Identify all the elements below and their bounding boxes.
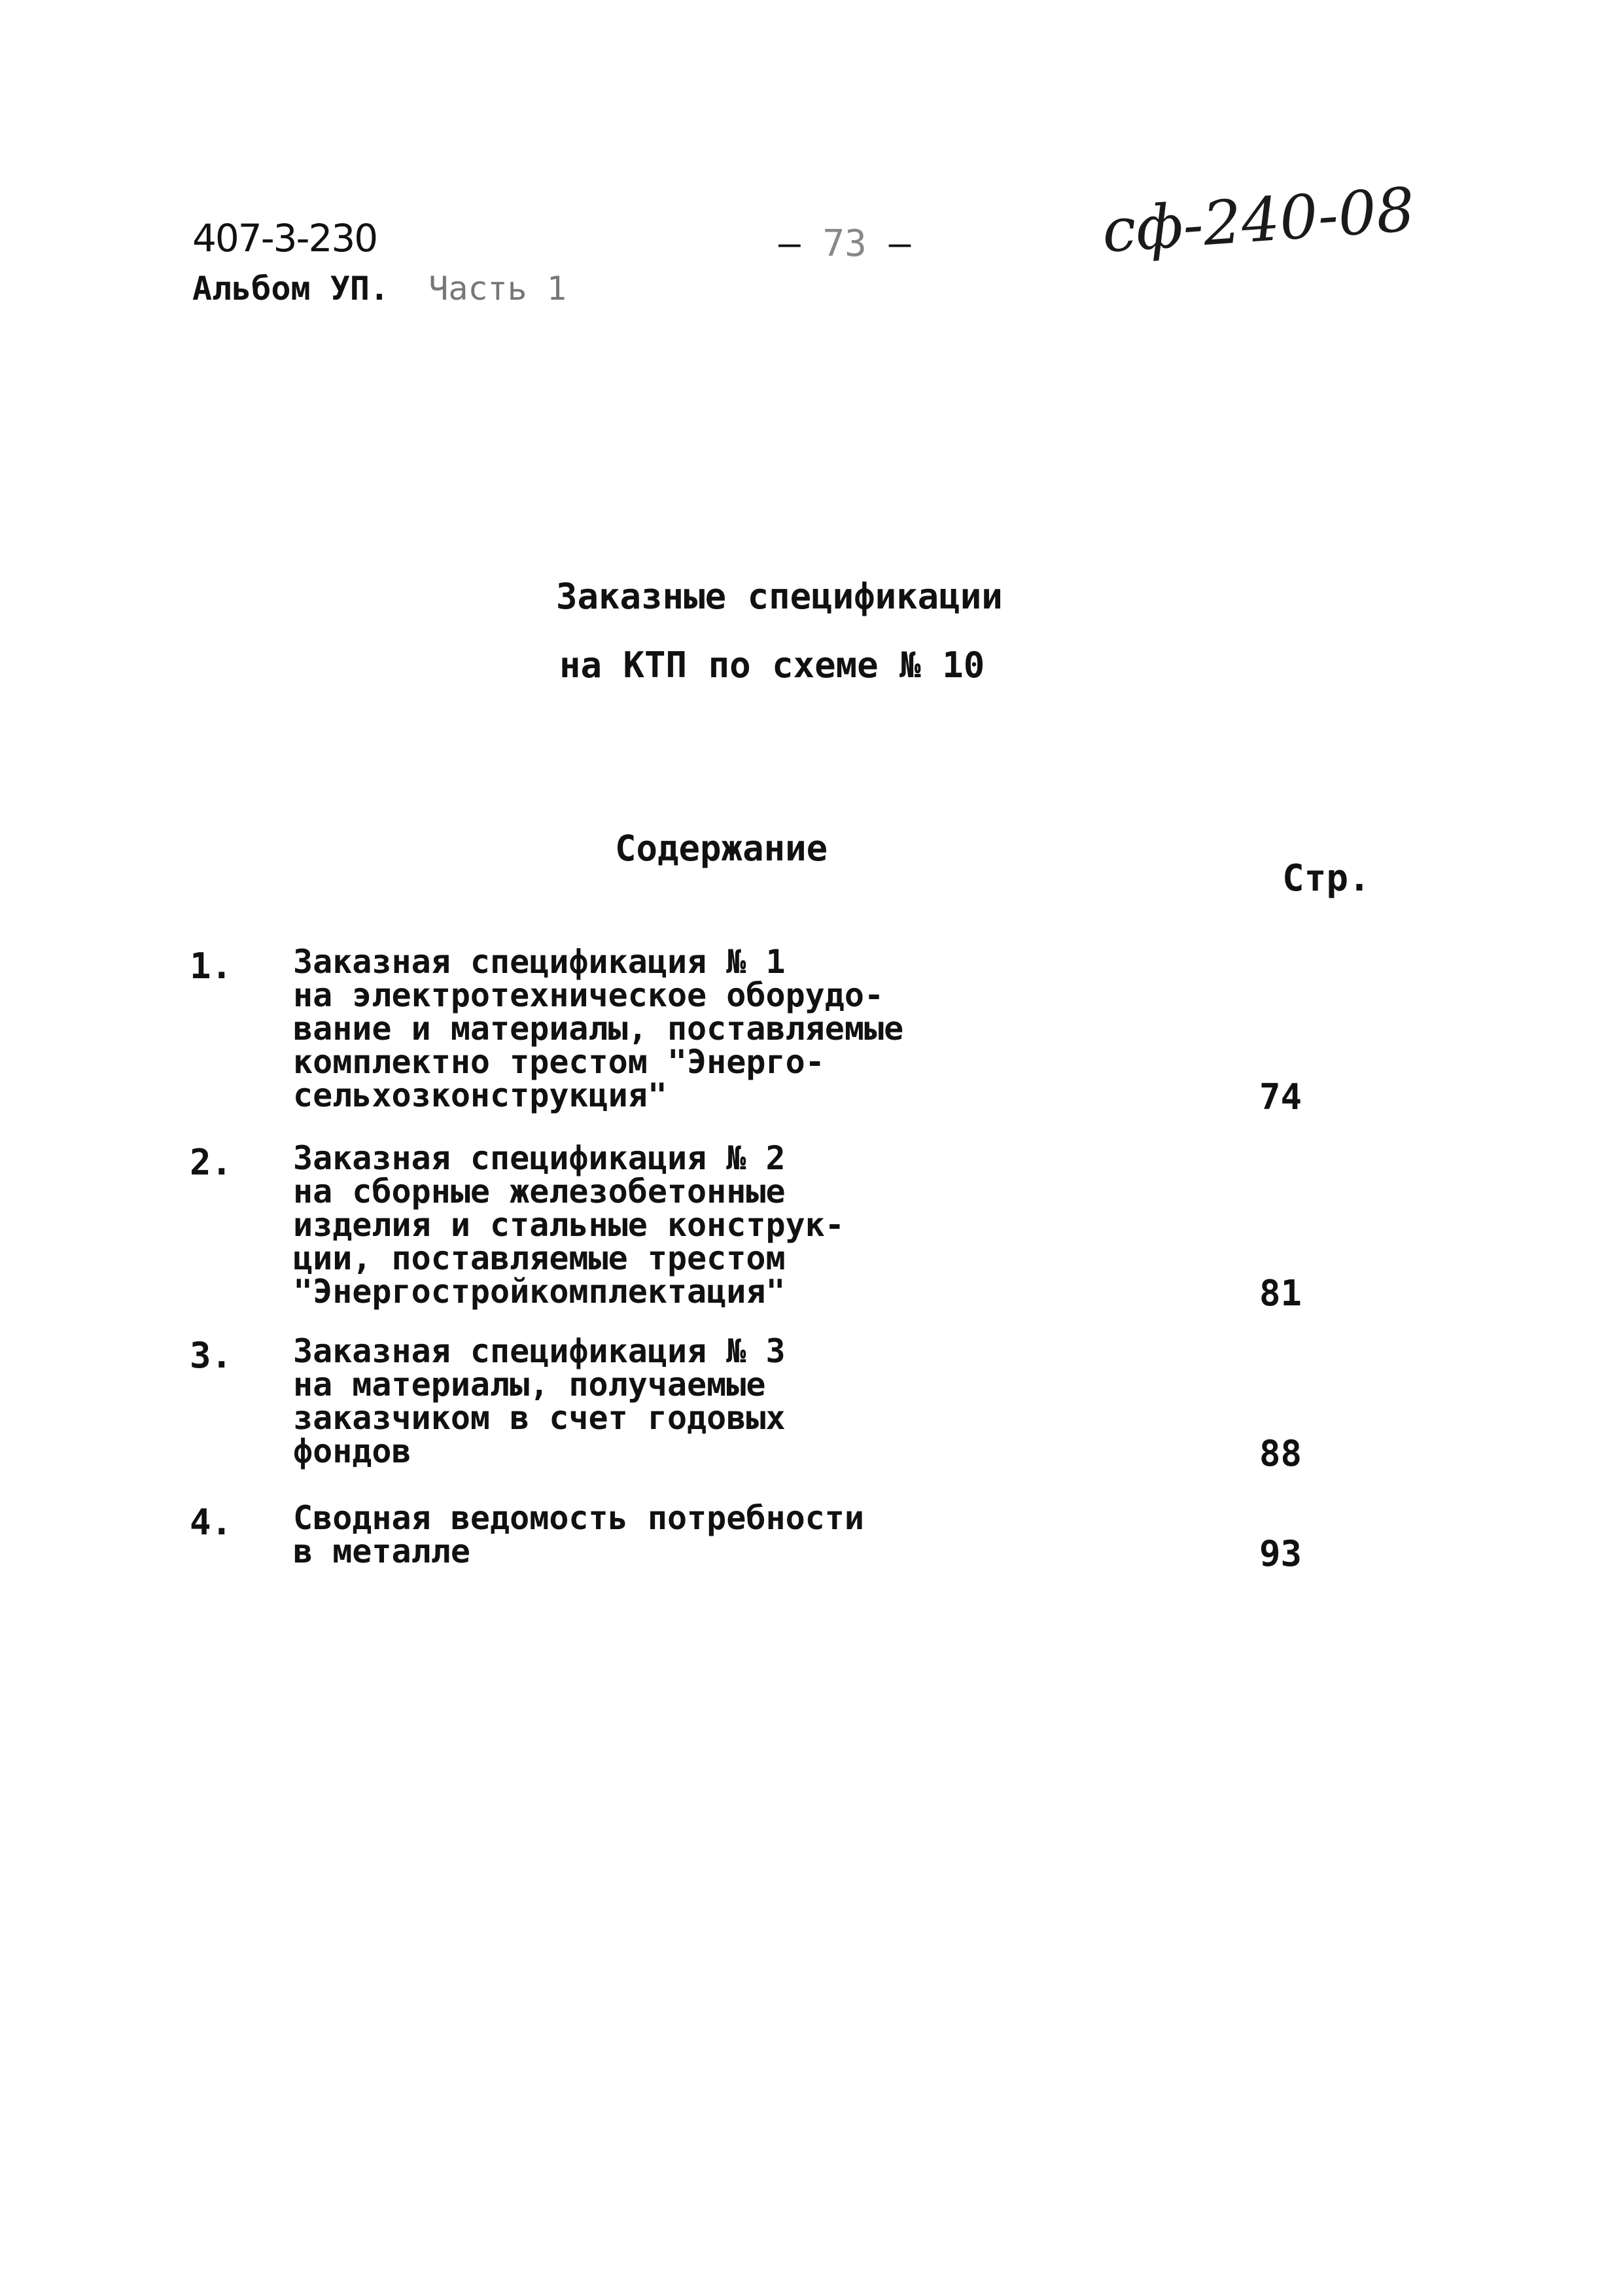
album-label: Альбом УП.: [192, 270, 390, 308]
toc-line: Заказная спецификация № 3: [293, 1332, 786, 1370]
toc-item-number: 2.: [190, 1142, 233, 1183]
toc-item-text: [293, 945, 903, 1112]
toc-item-text: [293, 1332, 786, 1470]
toc-line: на электротехническое оборудо-: [293, 976, 884, 1014]
page-number: – 73 –: [778, 222, 911, 265]
page-number-value: 73: [822, 222, 867, 265]
title-line-1: Заказные спецификации: [556, 576, 1003, 617]
toc-line: Заказная спецификация № 2: [293, 1139, 786, 1177]
toc-line: в металле: [293, 1532, 470, 1570]
toc-item-page: 74: [1259, 1076, 1302, 1118]
toc-item-text: [293, 1499, 864, 1570]
toc-item-number: 4.: [190, 1502, 233, 1543]
toc-line: изделия и стальные конструк-: [293, 1206, 845, 1244]
toc-line: на материалы, получаемые: [293, 1366, 766, 1404]
document-code: 407-3-230: [192, 216, 377, 260]
toc-item-page: 93: [1259, 1533, 1302, 1574]
handwritten-stamp-code: сф-240-08: [1100, 174, 1417, 266]
part-label: Часть 1: [428, 270, 567, 308]
contents-heading: Содержание: [615, 828, 828, 869]
toc-item-page: 88: [1259, 1433, 1302, 1474]
toc-line: комплектно трестом "Энерго-: [293, 1043, 825, 1081]
toc-item-number: 1.: [190, 945, 233, 987]
toc-line: Сводная ведомость потребности: [293, 1499, 864, 1537]
toc-line: заказчиком в счет годовых: [293, 1399, 786, 1437]
toc-item-number: 3.: [190, 1335, 233, 1376]
toc-line: Заказная спецификация № 1: [293, 943, 786, 981]
toc-line: "Энергостройкомплектация": [293, 1273, 786, 1311]
toc-line: сельхозконструкция": [293, 1076, 667, 1114]
album-line: [192, 270, 567, 308]
toc-line: вание и материалы, поставляемые: [293, 1010, 904, 1048]
toc-line: на сборные железобетонные: [293, 1173, 786, 1210]
toc-line: фондов: [293, 1432, 411, 1470]
toc-item-text: [293, 1139, 845, 1311]
toc-line: ции, поставляемые трестом: [293, 1239, 786, 1277]
page-column-label: Стр.: [1282, 857, 1370, 900]
title-line-2: на КТП по схеме № 10: [559, 645, 985, 686]
toc-item-page: 81: [1259, 1273, 1302, 1314]
